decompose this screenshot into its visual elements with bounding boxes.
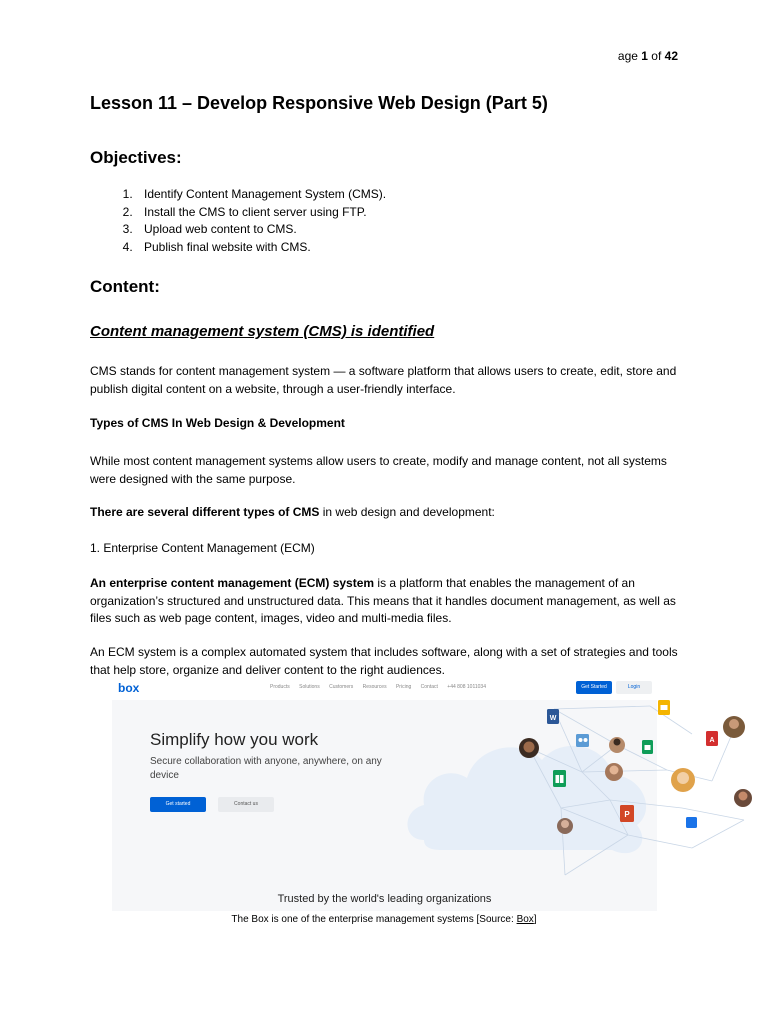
avatar-7 bbox=[557, 818, 573, 834]
figure-hero-subtitle: Secure collaboration with anyone, anywhere, on any device bbox=[150, 756, 382, 781]
figure-login: Login bbox=[616, 681, 652, 694]
word-doc-icon bbox=[547, 709, 559, 724]
paragraph-cms-types: There are several different types of CMS in web design and development: bbox=[90, 505, 495, 519]
svg-text:W: W bbox=[549, 715, 557, 722]
list-item: 4. Publish final website with CMS. bbox=[136, 239, 386, 257]
paragraph-ecm-system: An ECM system is a complex automated system that includes software, along with a set of strategies and tools that help store, organize and deliver content to the right audiences. bbox=[90, 645, 678, 677]
objectives-list bbox=[90, 186, 386, 256]
pdf-icon bbox=[706, 731, 718, 746]
figure-caption: The Box is one of the enterprise management systems [Source: Box] bbox=[231, 914, 537, 925]
figure-nav-links bbox=[270, 684, 494, 690]
slides-icon bbox=[658, 700, 670, 715]
nav-link: +44 808 1011034 bbox=[447, 684, 486, 690]
meet-icon bbox=[686, 817, 697, 828]
types-heading: Types of CMS In Web Design & Development bbox=[90, 416, 345, 430]
paragraph-ecm-definition: An enterprise content management (ECM) system is a platform that enables the management of an organization’s structured and unstructured data. This means that it handles document management, as well as files such as web page content, images, video and multi-media files. bbox=[90, 576, 676, 625]
figure-get-started-nav: Get Started bbox=[576, 681, 612, 694]
paragraph-cms-definition: CMS stands for content management system — a software platform that allows users to create, edit, store and publish digital content on a website, through a user-friendly interface. bbox=[90, 364, 677, 396]
avatar-3 bbox=[519, 738, 539, 758]
lesson-title: Lesson 11 – Develop Responsive Web Design (Part 5) bbox=[90, 93, 548, 113]
nav-link: Solutions bbox=[299, 684, 320, 690]
box-logo: box bbox=[118, 681, 140, 695]
nav-link: Products bbox=[270, 684, 290, 690]
page-number: age 1 of 42 bbox=[617, 49, 678, 63]
network-nodes bbox=[402, 700, 715, 890]
nav-link: Customers bbox=[329, 684, 354, 690]
powerpoint-icon bbox=[620, 805, 634, 822]
figure-trusted-text: Trusted by the world's leading organizations bbox=[277, 893, 492, 905]
sheets-green-icon bbox=[642, 740, 653, 754]
content-heading: Content: bbox=[90, 277, 160, 296]
sheets-icon bbox=[553, 770, 566, 787]
list-item: 3. Upload web content to CMS. bbox=[136, 221, 386, 239]
list-item: 2. Install the CMS to client server using FTP. bbox=[136, 204, 386, 222]
contacts-icon bbox=[576, 734, 589, 747]
avatar-6 bbox=[734, 789, 752, 807]
figure-hero-title: Simplify how you work bbox=[150, 730, 319, 749]
avatar-4 bbox=[605, 763, 623, 781]
objectives-heading: Objectives: bbox=[90, 148, 182, 167]
nav-link: Contact bbox=[420, 684, 438, 690]
avatar-5 bbox=[671, 768, 695, 792]
ecm-list-item: 1. Enterprise Content Management (ECM) bbox=[90, 541, 315, 555]
box-screenshot-figure bbox=[112, 678, 715, 911]
caption-source-link[interactable]: Box bbox=[516, 914, 534, 925]
paragraph-cms-purpose: While most content management systems allow users to create, modify and manage content, not all systems were designed with the same purpose. bbox=[90, 454, 667, 486]
section-heading: Content management system (CMS) is identified bbox=[90, 323, 435, 340]
avatar-2 bbox=[723, 716, 745, 738]
figure-navbar bbox=[112, 678, 657, 700]
nav-link: Resources bbox=[362, 684, 387, 690]
avatar-1 bbox=[609, 737, 625, 753]
figure-contact: Contact us bbox=[218, 797, 274, 812]
figure-cta: Get started bbox=[150, 797, 206, 812]
svg-text:A: A bbox=[709, 737, 715, 744]
list-item: 1. Identify Content Management System (CMS). bbox=[136, 186, 386, 204]
svg-text:P: P bbox=[624, 810, 630, 819]
nav-link: Pricing bbox=[395, 684, 412, 690]
